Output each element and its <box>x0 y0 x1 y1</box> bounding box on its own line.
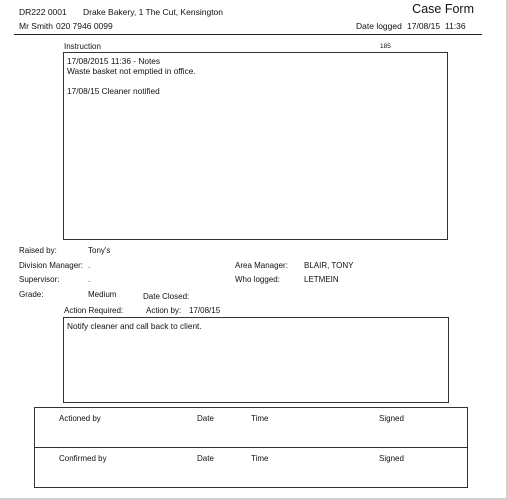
instruction-char-count: 185 <box>380 43 391 50</box>
confirmed-time-label: Time <box>251 454 269 463</box>
date-logged-date: 17/08/15 <box>407 21 441 31</box>
division-manager-value: . <box>88 261 91 270</box>
form-title: Case Form <box>412 2 474 16</box>
grade-value: Medium <box>88 290 117 299</box>
action-required-box <box>63 317 449 403</box>
confirmed-by-label: Confirmed by <box>59 454 107 463</box>
action-required-text: Notify cleaner and call back to client. <box>67 321 202 331</box>
actioned-time-label: Time <box>251 414 269 423</box>
area-manager-value: BLAIR, TONY <box>304 261 354 270</box>
case-number: DR222 0001 <box>19 7 67 17</box>
confirmed-signed-label: Signed <box>379 454 404 463</box>
signoff-divider <box>35 447 467 448</box>
grade-label: Grade: <box>19 290 44 299</box>
area-manager-label: Area Manager: <box>235 261 288 270</box>
site-address: Drake Bakery, 1 The Cut, Kensington <box>83 7 224 17</box>
contact-name: Mr Smith <box>19 21 53 31</box>
action-by-label: Action by: <box>146 306 182 315</box>
who-logged-value: LETMEIN <box>304 275 339 284</box>
signoff-table <box>34 407 468 488</box>
date-logged-time: 11:36 <box>445 21 466 31</box>
action-by-value: 17/08/15 <box>189 306 221 315</box>
date-logged-label: Date logged <box>356 21 402 31</box>
supervisor-label: Supervisor: <box>19 275 60 284</box>
instruction-text: 17/08/2015 11:36 - Notes Waste basket not emptied in office. 17/08/15 Cleaner notified <box>67 56 196 96</box>
action-required-label: Action Required: <box>64 306 124 315</box>
actioned-date-label: Date <box>197 414 214 423</box>
date-closed-label: Date Closed: <box>143 292 190 301</box>
raised-by-value: Tony's <box>88 246 111 255</box>
header-rule <box>14 34 482 35</box>
actioned-signed-label: Signed <box>379 414 404 423</box>
instruction-label: Instruction <box>64 42 101 51</box>
raised-by-label: Raised by: <box>19 246 57 255</box>
actioned-by-label: Actioned by <box>59 414 101 423</box>
confirmed-date-label: Date <box>197 454 214 463</box>
division-manager-label: Division Manager: <box>19 261 84 270</box>
instruction-box <box>63 52 448 240</box>
supervisor-value: . <box>88 275 91 284</box>
who-logged-label: Who logged: <box>235 275 280 284</box>
contact-phone: 020 7946 0099 <box>56 21 113 31</box>
